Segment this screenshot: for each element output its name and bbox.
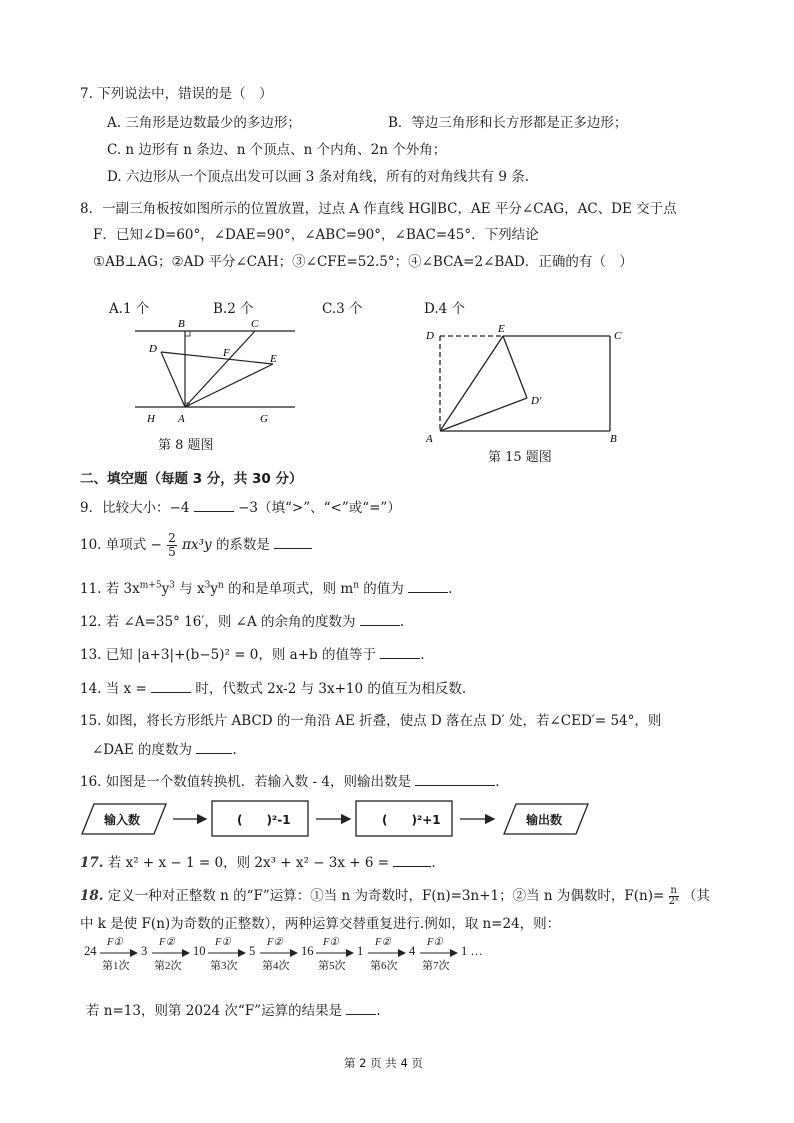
q16-stem: 16. 如图是一个数值转换机．若输入数 - 4，则输出数是 (80, 774, 411, 790)
q17-pre: 若 x² + x − 1 = 0，则 2x³ + x² − 3x + 6 = (107, 855, 390, 871)
q11-f: 的值为 (359, 581, 404, 597)
q10-frac-den: 5 (168, 545, 176, 559)
q8-line2: F．已知∠D=60°，∠DAE=90°，∠ABC=90°，∠BAC=45°．下列结论 (93, 227, 539, 243)
q12: 12. 若 ∠A=35° 16′，则 ∠A 的余角的度数为 . (80, 614, 405, 630)
q7-option-b: B．等边三角形和长方形都是正多边形； (388, 115, 628, 131)
figure-8-caption: 第 8 题图 (158, 438, 214, 453)
seq-step (151, 938, 191, 974)
seq-arrow (259, 949, 299, 957)
q18-last-text: 若 n=13，则第 2024 次“F”运算的结果是 (86, 1003, 343, 1019)
seq-value: 4 (409, 944, 416, 958)
seq-value: 24 (84, 944, 97, 958)
fig15-label-b: B (610, 433, 617, 445)
q10-post: 的系数是 (215, 537, 270, 553)
q12-pre: 12. 若 ∠A=35° 16′，则 ∠A 的余角的度数为 (80, 614, 356, 630)
seq-arrow (99, 949, 139, 957)
seq-arrow (151, 949, 191, 957)
flow-output-label: 输出数 (526, 813, 563, 827)
q8-line1: 8．一副三角板按如图所示的位置放置，过点 A 作直线 HG∥BC，AE 平分∠CAG，AC、DE 交于点 (80, 201, 677, 217)
q18-line1-tail: （其 (682, 888, 710, 904)
q9-blank[interactable] (194, 499, 234, 512)
q11-sup1: m+5 (139, 580, 162, 591)
q18-num: 18. (80, 888, 104, 904)
seq-value: 5 (249, 944, 256, 958)
q18-line1 (80, 884, 710, 907)
q13-blank[interactable] (380, 646, 420, 659)
seq-step-label: 第4次 (262, 960, 290, 972)
seq-op: F② (375, 937, 391, 948)
q13: 13. 已知 |a+3|+(b−5)² = 0，则 a+b 的值等于 . (80, 647, 425, 663)
q17-num: 17. (80, 855, 104, 871)
figure-15-caption: 第 15 题图 (488, 450, 552, 465)
figure-15 (423, 322, 633, 446)
q7-option-a: A. 三角形是边数最少的多边形； (107, 115, 301, 131)
q18-sequence (84, 938, 684, 978)
q9-post: −3（填“>”、“<”或“=”） (238, 500, 401, 516)
fig8-label-h: H (147, 413, 155, 425)
q14-blank[interactable] (151, 680, 191, 693)
q16-blank[interactable] (415, 773, 495, 786)
q18-frac-den: 2ᵏ (668, 896, 679, 907)
q11-sup2: 3 (169, 580, 175, 591)
q9-pre: 9．比较大小：−4 (80, 500, 190, 516)
q18-last: 若 n=13，则第 2024 次“F”运算的结果是 . (86, 1003, 381, 1019)
fig8-label-d: D (149, 343, 157, 355)
q17: 17. 若 x² + x − 1 = 0，则 2x³ + x² − 3x + 6 = . (80, 855, 436, 871)
seq-step (259, 938, 299, 974)
fig15-label-e: E (498, 323, 505, 335)
seq-step-label: 第6次 (370, 960, 398, 972)
seq-arrow (315, 949, 355, 957)
q11-c: 与 x (174, 581, 205, 597)
q15-line2-wrap: ∠DAE 的度数为 . (92, 742, 237, 758)
seq-step (315, 938, 355, 974)
q14-post: 时，代数式 2x-2 与 3x+10 的值互为相反数. (195, 681, 467, 697)
q11-sup3: 3 (204, 580, 211, 591)
fig15-label-dprime: D′ (531, 395, 542, 407)
seq-value: 16 (301, 944, 314, 958)
q11-b: y (161, 581, 170, 597)
q13-pre: 13. 已知 |a+3|+(b−5)² = 0，则 a+b 的值等于 (80, 647, 376, 663)
fig15-label-d: D (426, 330, 434, 342)
fig8-label-f: F (223, 347, 230, 359)
q10-fraction (167, 532, 177, 559)
flow-input-label: 输入数 (104, 813, 141, 827)
q18-blank[interactable] (346, 1002, 376, 1015)
seq-step (207, 938, 247, 974)
fig15-label-c: C (614, 330, 622, 342)
q9 (80, 496, 401, 516)
q8-option-a: A.1 个 (109, 301, 150, 317)
section-2-title: 二、填空题（每题 3 分，共 30 分） (80, 471, 303, 487)
seq-step (367, 938, 407, 974)
q17-blank[interactable] (393, 854, 431, 867)
seq-value: 1 … (461, 944, 483, 958)
seq-value: 3 (141, 944, 148, 958)
q12-blank[interactable] (360, 613, 400, 626)
seq-op: F① (323, 937, 339, 948)
q15-line1: 15. 如图，将长方形纸片 ABCD 的一角沿 AE 折叠，使点 D 落在点 D′ 处，若∠CED′= 54°，则 (80, 713, 662, 729)
q14-pre: 14. 当 x = (80, 681, 147, 697)
seq-arrow (367, 949, 407, 957)
seq-value: 10 (193, 944, 206, 958)
seq-step-label: 第5次 (318, 960, 346, 972)
q18-line2: 中 k 是使 F(n)为奇数的正整数），两种运算交替重复进行.例如，取 n=24，则： (80, 916, 561, 932)
fig8-label-g: G (260, 413, 268, 425)
q15-line2: ∠DAE 的度数为 (92, 742, 193, 758)
q7-option-c: C. n 边形有 n 条边、n 个顶点、n 个内角、2n 个外角； (107, 142, 447, 158)
seq-arrow (419, 949, 459, 957)
flow-box2-label: ( )²+1 (382, 813, 441, 827)
fig8-label-a: A (178, 413, 185, 425)
q11: 11. 若 $3x^{m+5}y^3$ 与 $x^3y^n$ 的和是单项式，则 $m^n$ 的值为 . (80, 580, 453, 597)
seq-step (419, 938, 459, 974)
seq-op: F② (159, 937, 175, 948)
seq-step-label: 第7次 (422, 960, 450, 972)
q8-option-c: C.3 个 (322, 301, 363, 317)
q7-stem: 7. 下列说法中，错误的是（ ） (80, 86, 273, 102)
q10-blank[interactable] (274, 536, 312, 549)
q8-line3: ①AB⊥AG；②AD 平分∠CAH；③∠CFE=52.5°；④∠BCA=2∠BAD．正确的有（ ） (93, 254, 633, 270)
q8-option-b: B.2 个 (213, 301, 254, 317)
q11-blank[interactable] (408, 580, 448, 593)
q11-sup4: n (218, 580, 224, 591)
q16-stem-wrap: 16. 如图是一个数值转换机．若输入数 - 4，则输出数是 . (80, 774, 500, 790)
seq-op: F② (267, 937, 283, 948)
seq-step-label: 第1次 (102, 960, 130, 972)
q11-e: 的和是单项式，则 m (223, 581, 354, 597)
q15-blank[interactable] (196, 741, 232, 754)
q18-frac-num: n (670, 885, 677, 896)
seq-step-label: 第2次 (154, 960, 182, 972)
q18-fraction (669, 886, 679, 907)
seq-op: F① (215, 937, 231, 948)
q10 (80, 532, 312, 559)
q10-expr: πx³y (182, 537, 212, 553)
q11-sup5: n (353, 580, 360, 591)
q11-d: y (210, 581, 219, 597)
q14 (80, 677, 466, 697)
fig8-label-c: C (251, 318, 259, 330)
seq-step-label: 第3次 (210, 960, 238, 972)
seq-op: F① (107, 937, 123, 948)
seq-value: 1 (357, 944, 364, 958)
q8-option-d: D.4 个 (424, 301, 466, 317)
seq-op: F① (427, 937, 443, 948)
seq-arrow (207, 949, 247, 957)
q10-frac-num: 2 (168, 531, 176, 545)
figure-8 (130, 314, 300, 430)
seq-step (99, 938, 139, 974)
fig8-label-e: E (270, 353, 277, 365)
page-footer: 第 2 页 共 4 页 (344, 1056, 423, 1070)
q10-pre: 10. 单项式 − (80, 537, 162, 553)
q18-line1-text: 定义一种对正整数 n 的“F”运算：①当 n 为奇数时，F(n)=3n+1；②当 n 为偶数时，F(n)= (107, 888, 665, 904)
q11-a: 11. 若 3x (80, 581, 140, 597)
flow-box1-label: ( )²-1 (237, 813, 291, 827)
fig15-label-a: A (426, 433, 433, 445)
q7-option-d: D. 六边形从一个顶点出发可以画 3 条对角线，所有的对角线共有 9 条. (107, 169, 530, 185)
fig8-label-b: B (178, 318, 185, 330)
